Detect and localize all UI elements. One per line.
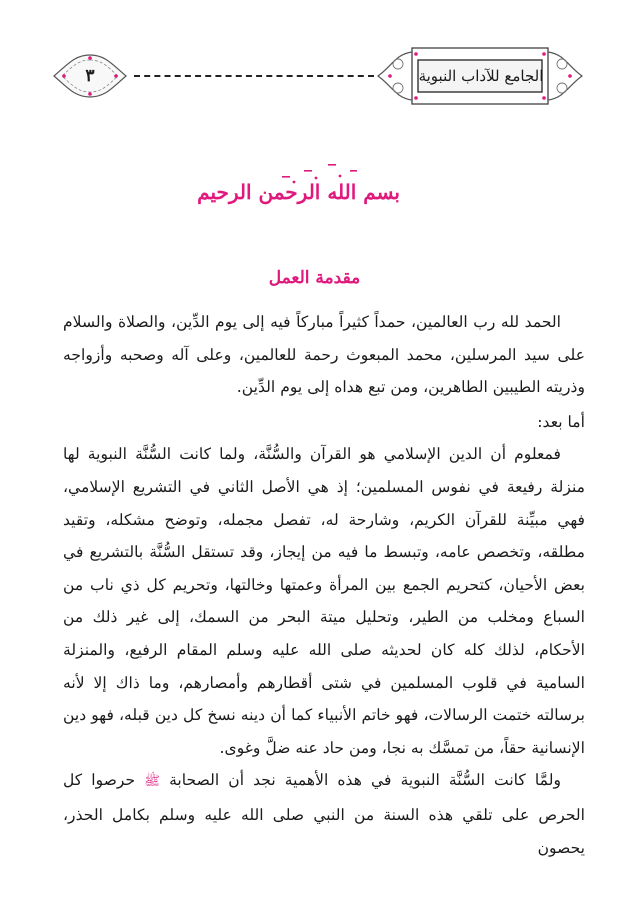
book-title: الجامع للآداب النبوية: [418, 67, 544, 85]
book-title-ornament: [374, 44, 586, 108]
paragraph-text: ولمَّا كانت السُّنَّة النبوية في هذه الأهمية نجد أن الصحابة: [169, 771, 561, 790]
paragraph: [63, 764, 585, 864]
honorific-icon: ﷺ: [144, 774, 160, 790]
paragraph: أما بعد:: [537, 412, 585, 431]
paragraph: الحمد لله رب العالمين، حمداً كثيراً مباركاً فيه إلى يوم الدِّين، والصلاة والسلام على سيد المرسلين، محمد المبعوث رحمة للعالمين، وعلى آله وصحبه وأزواجه وذريته الطيبين الطاهرين، ومن تبع هداه إلى يوم الدِّين.: [63, 313, 585, 397]
paragraph: فمعلوم أن الدين الإسلامي هو القرآن والسُّنَّة، ولما كانت السُّنَّة النبوية لها منزلة رفيعة في نفوس المسلمين؛ إذ هي الأصل الثاني في التشريع الإسلامي، فهي مبيِّنة للقرآن الكريم، وشارحة له، تفصل مجمله، وتوضح مشكله، وتقيد مطلقه، وتخصص عامه، وتبسط ما فيه من إيجاز، وقد تستقل السُّنَّة بالتشريع في بعض الأحيان، كتحريم الجمع بين المرأة وعمتها وخالتها، وتحريم كل ذي ناب من السباع ومخلب من الطير، وتحليل ميتة البحر من السمك، إلى غير ذلك من الأحكام، لذلك كله كان لحديثه صلى الله عليه وسلم المقام الرفيع، والمنزلة السامية في قلوب المسلمين في شتى أقطارهم وأمصارهم، وما ذاك إلا لأنه برسالته ختمت الرسالات، فهو خاتم الأنبياء كما أن دينه نسخ كل دين قبله، فهو دين الإنسانية حقاً، من تمسَّك به نجا، ومن حاد عنه ضلَّ وغوى.: [63, 445, 585, 757]
page-number: ٣: [85, 66, 95, 86]
paragraph-text: حرصوا كل الحرص على تلقي هذه السنة من النبي صلى الله عليه وسلم بكامل الحذر، يحصون: [63, 771, 585, 857]
page-number-ornament: [50, 52, 130, 100]
basmala-calligraphy: [197, 150, 400, 240]
running-header: [46, 44, 586, 108]
section-heading: مقدمة العمل: [268, 268, 361, 288]
header-divider: [134, 75, 374, 77]
basmala-text: بسم الله الرحمن الرحيم: [197, 180, 400, 204]
body-text: [63, 306, 585, 864]
